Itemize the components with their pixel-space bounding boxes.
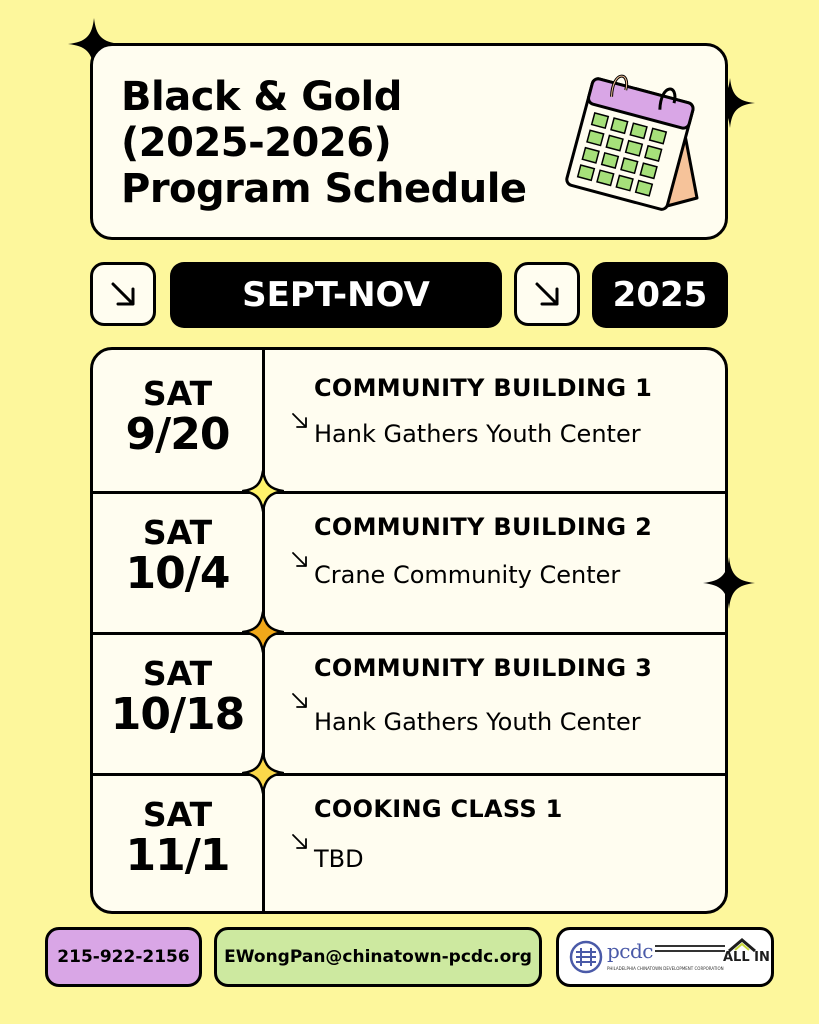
page-title	[121, 74, 527, 212]
months-pill	[170, 262, 502, 328]
event-title: COMMUNITY BUILDING 3	[314, 654, 653, 682]
title-line: Program Schedule	[121, 166, 527, 212]
schedule-table	[90, 347, 728, 914]
arrow-box	[514, 262, 580, 326]
header-card	[90, 43, 728, 240]
event-date	[93, 515, 262, 597]
event-title: COMMUNITY BUILDING 1	[314, 374, 653, 402]
schedule-row	[93, 491, 725, 632]
event-day: SAT	[142, 374, 213, 413]
pcdc-logo-subtitle: PHILADELPHIA CHINATOWN DEVELOPMENT CORPORATION	[607, 966, 724, 971]
event-date-number: 10/18	[110, 689, 245, 740]
event-date-number: 9/20	[125, 409, 230, 460]
diamond-icon	[242, 752, 284, 794]
allin-logo-text: ALL IN	[723, 950, 770, 965]
year-label: 2025	[612, 275, 708, 315]
event-day: SAT	[142, 795, 213, 834]
email-pill[interactable]	[214, 927, 542, 987]
event-location: Crane Community Center	[314, 561, 621, 589]
sparkle-icon	[703, 557, 755, 609]
schedule-row	[93, 632, 725, 773]
diamond-icon	[242, 470, 284, 512]
pcdc-logo-text: pcdc	[607, 939, 654, 963]
arrow-down-right-icon	[108, 279, 138, 309]
months-label: SEPT-NOV	[242, 275, 430, 315]
event-date	[93, 376, 262, 458]
event-date-number: 10/4	[125, 548, 230, 599]
event-location: Hank Gathers Youth Center	[314, 420, 641, 448]
email-address[interactable]: EWongPan@chinatown-pcdc.org	[224, 947, 532, 967]
title-line: (2025-2026)	[121, 120, 392, 166]
arrow-down-right-icon	[291, 833, 309, 851]
arrow-down-right-icon	[291, 692, 309, 710]
logo-box	[556, 927, 774, 987]
arrow-box	[90, 262, 156, 326]
event-day: SAT	[142, 654, 213, 693]
title-line: Black & Gold	[121, 74, 402, 120]
event-location: TBD	[314, 845, 364, 873]
year-pill	[592, 262, 728, 328]
event-date	[93, 656, 262, 738]
calendar-icon	[563, 68, 703, 228]
schedule-row	[93, 773, 725, 914]
phone-number[interactable]: 215-922-2156	[57, 947, 190, 967]
arrow-down-right-icon	[532, 279, 562, 309]
pcdc-chinese-text	[655, 945, 725, 952]
arrow-down-right-icon	[291, 551, 309, 569]
diamond-icon	[242, 611, 284, 653]
event-date	[93, 797, 262, 879]
schedule-row	[93, 350, 725, 491]
event-title: COMMUNITY BUILDING 2	[314, 513, 653, 541]
event-day: SAT	[142, 513, 213, 552]
event-date-number: 11/1	[125, 830, 230, 881]
arrow-down-right-icon	[291, 412, 309, 430]
pcdc-logo-icon	[569, 940, 603, 974]
event-location: Hank Gathers Youth Center	[314, 708, 641, 736]
phone-pill[interactable]	[45, 927, 202, 987]
event-title: COOKING CLASS 1	[314, 795, 563, 823]
